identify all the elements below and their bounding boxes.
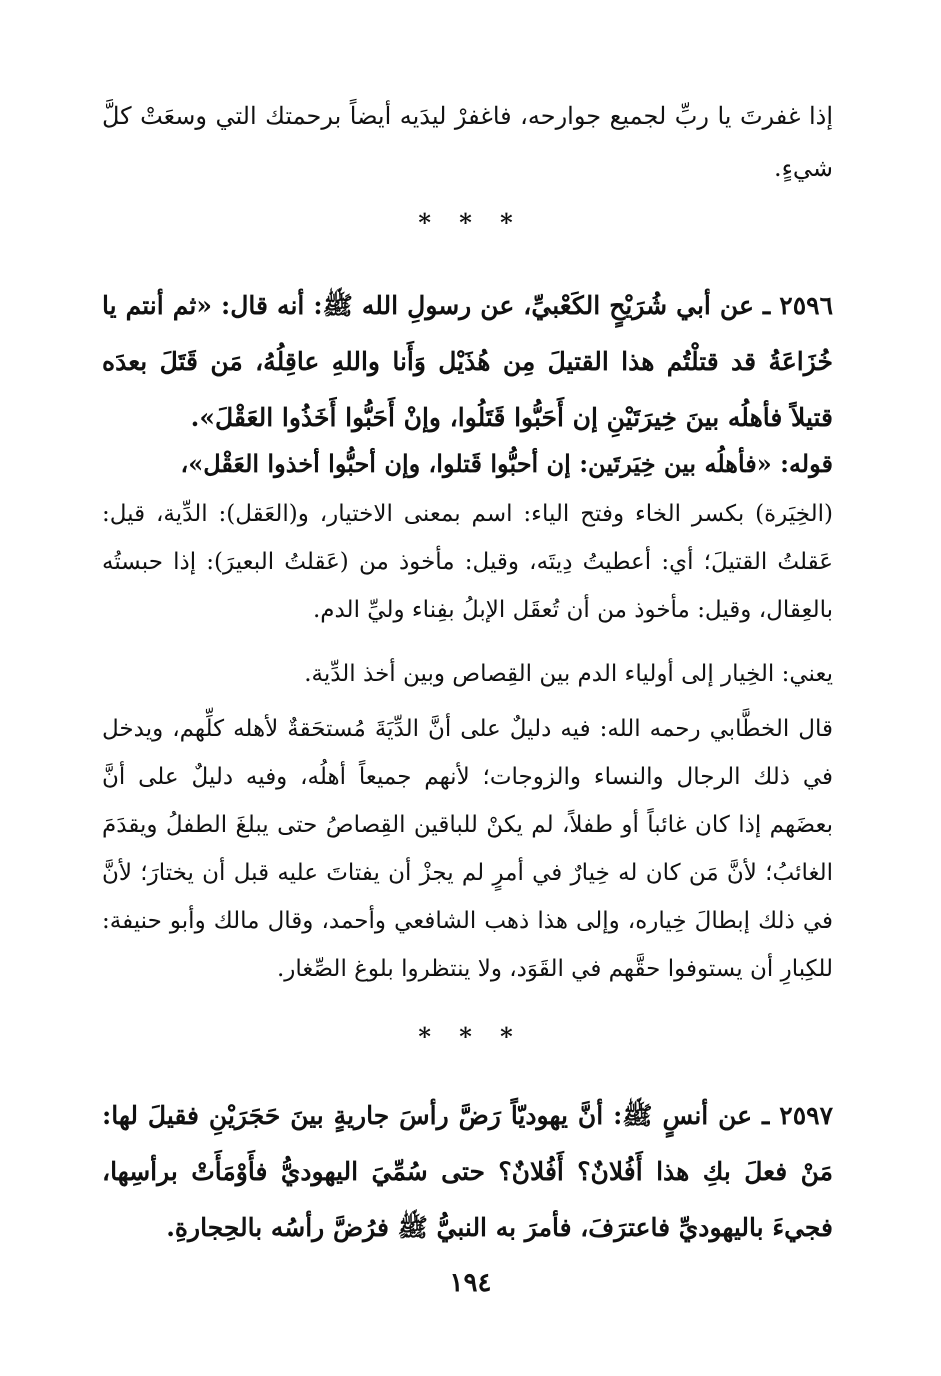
hadith-2597: ٢٥٩٧ ـ عن أنسٍ ﷺ: أنَّ يهوديّاً رَضَّ رأسَ جاريةٍ بينَ حَجَرَيْنِ فقيلَ لها: مَنْ فعلَ بكِ هذا أَفُلانٌ؟ أَفُلانٌ؟ حتى سُمِّيَ اليهوديُّ فأَوْمَأَتْ برأسِها، فجيءَ باليهوديِّ فاعترَفَ، فأمرَ به النبيُّ ﷺ فرُضَّ رأسُه بالحِجارةِ. — [102, 1101, 833, 1242]
commentary-paragraph-meaning: يعني: الخِيار إلى أولياء الدم بين القِصاص وبين أخذ الدِّية. — [304, 661, 833, 687]
commentary-paragraph-definitions: (الخِيَرة) بكسر الخاء وفتح الياء: اسم بمعنى الاختيار، و(العَقل): الدِّية، قيل: عَقلتُ القتيلَ؛ أي: أعطيتُ دِيتَه، وقيل: مأخوذ من (عَقلتُ البعيرَ): إذا حبستُه بالعِقال، وقيل: مأخوذ من أن تُعقَل الإبلُ بفِناء وليِّ الدم. — [102, 501, 833, 623]
commentary-paragraph-khattabi: قال الخطَّابي رحمه الله: فيه دليلٌ على أنَّ الدِّيَةَ مُستحَقةٌ لأهله كلِّهم، ويدخل في ذلك الرجال والنساء والزوجات؛ لأنهم جميعاً أهلُه، وفيه دليلٌ على أنَّ بعضَهم إذا كان غائباً أو طفلاً، لم يكنْ للباقين القِصاصُ حتى يبلغَ الطفلُ ويقدَمَ الغائبُ؛ لأنَّ مَن كان له خِيارٌ في أمرٍ لم يجزْ أن يفتاتَ عليه قبل أن يختارَ؛ لأنَّ في ذلك إبطالَ خِياره، وإلى هذا ذهب الشافعي وأحمد، وقال مالك وأبو حنيفة: للكِبارِ أن يستوفوا حقَّهم في القَوَد، ولا ينتظروا بلوغ الصِّغار. — [102, 716, 833, 982]
section-separator: * * * — [418, 1022, 523, 1051]
section-separator: * * * — [418, 208, 523, 237]
intro-paragraph: إذا غفرتَ يا ربِّ لجميع جوارحه، فاغفرْ ليدَيه أيضاً برحمتك التي وسعَتْ كلَّ شيءٍ. — [102, 102, 833, 182]
hadith-2596: ٢٥٩٦ ـ عن أبي شُرَيْحٍ الكَعْبيِّ، عن رسولِ الله ﷺ: أنه قال: «ثم أنتم يا خُزَاعَةُ قد قتلْتُم هذا القتيلَ مِن هُذَيْل وَأَنا واللهِ عاقِلُهُ، مَن قَتَلَ بعدَه قتيلاً فأهلُه بينَ خِيرَتَيْنِ إن أَحَبُّوا قَتَلُوا، وإنْ أَحَبُّوا أَخَذُوا العَقْلَ». — [102, 291, 833, 432]
page-number: ١٩٤ — [449, 1268, 492, 1298]
commentary-quote: قوله: «فأهلُه بين خِيَرتَين: إن أحبُّوا قَتلوا، وإن أحبُّوا أخذوا العَقْل»، — [180, 449, 833, 478]
